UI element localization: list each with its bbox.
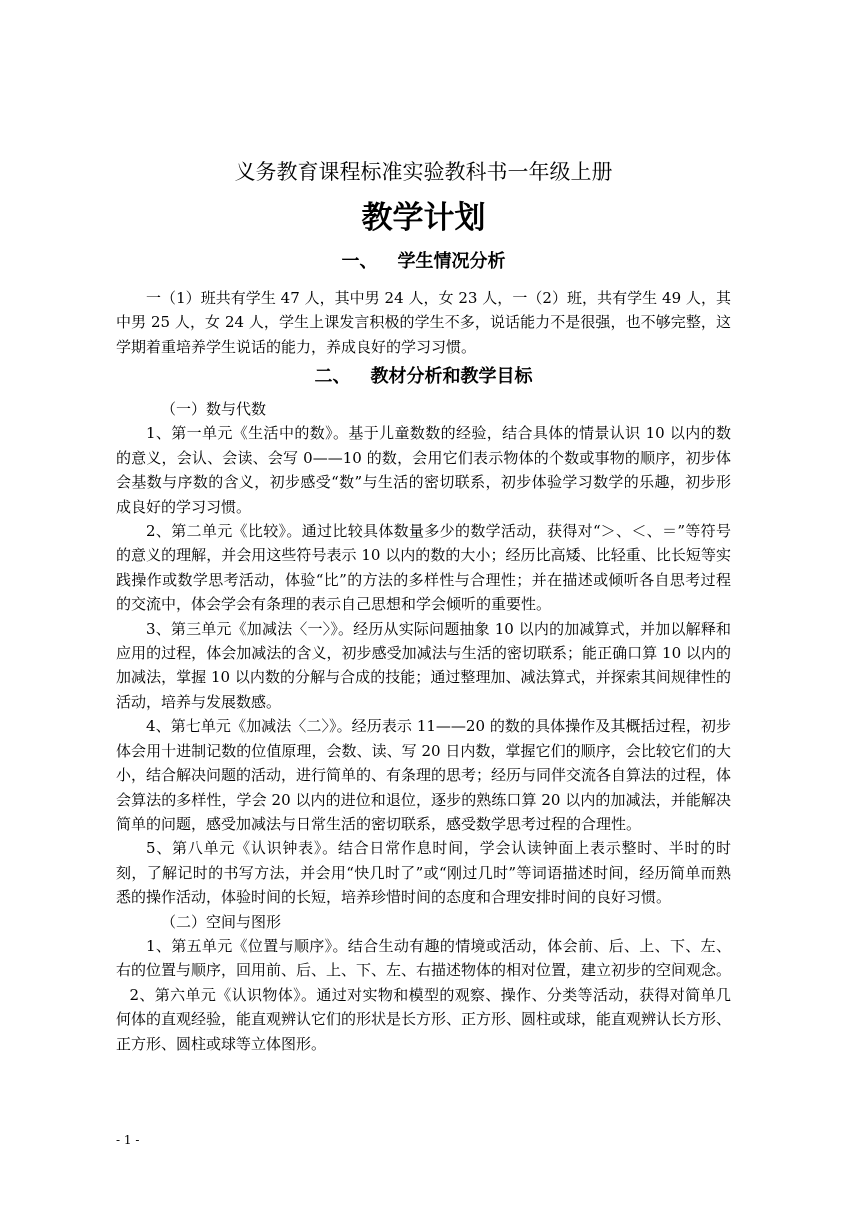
list-item: 2、第二单元《比较》。通过比较具体数量多少的数学活动，获得对“＞、＜、＝”等符号的意义的理解，并会用这些符号表示 10 以内的数的大小；经历比高矮、比轻重、比长短等实践操作或数学思考活动，体验“比”的方法的多样性与合理性；并在描述或倾听各自思考过程的交流中，体会学会有条理的表示自己思想和学会倾听的重要性。 [116,522,731,614]
section-title: 教材分析和教学目标 [370,366,533,387]
subsection-heading-space-shape: （二）空间与图形 [161,912,282,931]
list-item: 5、第八单元《认识钟表》。结合日常作息时间，学会认读钟面上表示整时、半时的时刻，了解记时的书写方法，并会用“快几时了”或“刚过几时”等词语描述时间，经历简单而熟悉的操作活动，体验时间的长短，培养珍惜时间的态度和合理安排时间的良好习惯。 [116,839,731,907]
page-number: - 1 - [116,1133,140,1147]
section-number: 二、 [314,366,351,387]
section-body-textbook-analysis [116,397,731,1056]
list-item: 3、第三单元《加减法〈一〉》。经历从实际问题抽象 10 以内的加减算式，并加以解释和应用的过程，体会加减法的含义，初步感受加减法与生活的密切联系；能正确口算 10 以内的加减法，掌握 10 以内数的分解与合成的技能；通过整理加、减法算式，并探索其间规律性的活动，培养与发展数感。 [116,619,731,711]
document-title: 教学计划 [361,200,486,236]
document-subtitle: 义务教育课程标准实验教科书一年级上册 [234,160,613,184]
subsection-heading-number-algebra: （一）数与代数 [161,400,267,418]
section-title: 学生情况分析 [397,251,506,272]
list-item: 4、第七单元《加减法〈二〉》。经历表示 11——20 的数的具体操作及其概括过程，初步体会用十进制记数的位值原理，会数、读、写 20 日内数，掌握它们的顺序，会比较它们的大小，结合解决问题的活动，进行简单的、有条理的思考；经历与同伴交流各自算法的过程，体会算法的多样性，学会 20 以内的进位和退位，逐步的熟练口算 20 以内的加减法，并能解决简单的问题，感受加减法与日常生活的密切联系，感受数学思考过程的合理性。 [116,717,732,833]
paragraph: 一（1）班共有学生 47 人，其中男 24 人，女 23 人，一（2）班，共有学生 49 人，其中男 25 人，女 24 人，学生上课发言积极的学生不多，说话能力不是很强，也不够完整，这学期着重培养学生说话的能力，养成良好的学习习惯。 [116,289,731,356]
section-body-student-analysis [116,286,731,359]
list-item: 1、第一单元《生活中的数》。基于儿童数数的经验，结合具体的情景认识 10 以内的数的意义，会认、会读、会写 0——10 的数，会用它们表示物体的个数或事物的顺序，初步体会基数与序数的含义，初步感受“数”与生活的密切联系，初步体验学习数学的乐趣，初步形成良好的学习习惯。 [116,424,731,516]
section-heading-student-analysis [116,249,731,275]
section-heading-textbook-analysis [116,364,731,390]
section-number: 一、 [341,251,378,272]
list-item: 2、第六单元《认识物体》。通过对实物和模型的观察、操作、分类等活动，获得对简单几何体的直观经验，能直观辨认它们的形状是长方形、正方形、圆柱或球，能直观辨认长方形、正方形、圆柱或球等立体图形。 [116,985,732,1053]
list-item: 1、第五单元《位置与顺序》。结合生动有趣的情境或活动，体会前、后、上、下、左、右的位置与顺序，回用前、后、上、下、左、右描述物体的相对位置，建立初步的空间观念。 [116,936,732,980]
